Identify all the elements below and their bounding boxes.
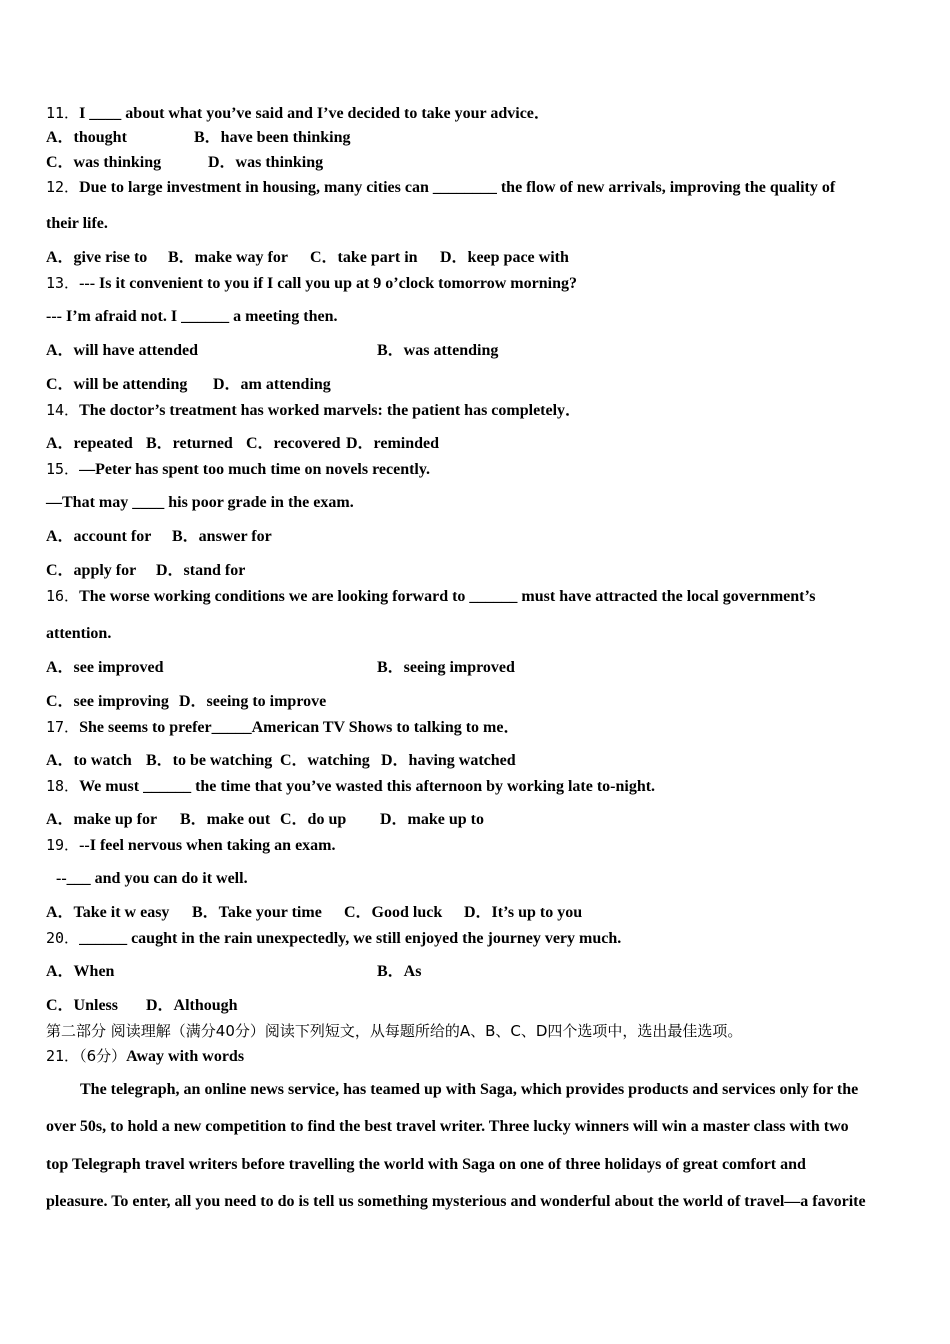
question-number: 17． [46, 718, 80, 736]
question-15-options-row1 [46, 527, 272, 547]
question-number: 20． [46, 929, 80, 947]
option-a: A．will have attended [46, 342, 199, 359]
option-d: D．make up to [380, 811, 485, 828]
question-15-stem [46, 459, 430, 480]
question-text: ______ caught in the rain unexpectedly, we still enjoyed the journey very much. [79, 930, 622, 947]
option-b: B．answer for [172, 528, 272, 545]
option-b: B．to be watching [146, 752, 273, 769]
question-13-options-row2 [46, 375, 331, 395]
passage-line: pleasure. To enter, all you need to do is tell us something mysterious and wonderful about the world of travel—a favorite [46, 1193, 866, 1210]
option-c: C．will be attending [46, 376, 188, 393]
question-11-options-row1 [46, 128, 351, 148]
question-text: The worse working conditions we are looking forward to ______ must have attracted the local government’s [79, 588, 816, 605]
question-11-stem [46, 103, 550, 124]
question-number: 15． [46, 460, 80, 478]
option-b: B．returned [146, 435, 233, 452]
question-17-stem [46, 717, 519, 738]
option-a: A．make up for [46, 811, 158, 828]
question-number: 12． [46, 178, 80, 196]
option-d: D．was thinking [208, 154, 324, 171]
question-16-stem [46, 586, 815, 607]
question-text: Due to large investment in housing, many cities can ________ the flow of new arrivals, improving the quality of [79, 179, 836, 196]
question-number: 18． [46, 777, 80, 795]
option-d: D．Although [146, 997, 238, 1014]
question-13-stem [46, 273, 577, 294]
option-d: D．am attending [213, 376, 331, 393]
question-20-options-row2 [46, 996, 238, 1016]
option-b: B．was attending [377, 342, 499, 359]
question-text: --I feel nervous when taking an exam. [79, 837, 336, 854]
question-13-options-row1 [46, 341, 498, 361]
option-c: C．do up [280, 811, 347, 828]
question-19-options [46, 903, 582, 923]
question-16-options-row2 [46, 692, 326, 712]
option-a: A．see improved [46, 659, 164, 676]
question-12-stem [46, 177, 835, 198]
option-a: A．account for [46, 528, 152, 545]
option-c: C．recovered [246, 435, 341, 452]
option-c: C．see improving [46, 693, 169, 710]
question-13-stem-cont: --- I’m afraid not. I ______ a meeting then. [46, 308, 338, 325]
question-14-stem [46, 400, 581, 421]
option-b: B．seeing improved [377, 659, 515, 676]
option-c: C．watching [280, 752, 370, 769]
question-text: --- Is it convenient to you if I call you up at 9 o’clock tomorrow morning? [79, 275, 577, 292]
passage-line: over 50s, to hold a new competition to find the best travel writer. Three lucky winners will win a master class with two [46, 1118, 849, 1135]
question-20-stem [46, 928, 621, 949]
option-b: B．have been thinking [194, 129, 351, 146]
question-11-options-row2 [46, 153, 323, 173]
option-b: B．Take your time [192, 904, 322, 921]
section-2-heading: 第二部分 阅读理解（满分40分）阅读下列短文，从每题所给的A、B、C、D四个选项中，选出最佳选项。 [46, 1022, 743, 1040]
option-b: B．As [377, 963, 422, 980]
option-a: A．thought [46, 129, 127, 146]
option-a: A．give rise to [46, 249, 148, 266]
question-16-options-row1 [46, 658, 515, 678]
option-a: A．repeated [46, 435, 133, 452]
question-18-stem [46, 776, 655, 797]
question-number: 11． [46, 104, 80, 122]
question-17-options [46, 751, 516, 771]
question-number: 16． [46, 587, 80, 605]
option-d: D．keep pace with [440, 249, 569, 266]
question-15-options-row2 [46, 561, 245, 581]
question-15-stem-cont: —That may ____ his poor grade in the exam. [46, 494, 354, 511]
option-d: D．having watched [381, 752, 516, 769]
option-a: A．to watch [46, 752, 132, 769]
question-16-stem-cont: attention. [46, 625, 112, 642]
option-d: D．It’s up to you [464, 904, 583, 921]
option-b: B．make way for [168, 249, 288, 266]
question-21-heading [46, 1046, 244, 1067]
question-12-stem-cont: their life. [46, 215, 108, 232]
question-number: 19． [46, 836, 80, 854]
question-text: She seems to prefer_____American TV Shows to talking to me． [79, 719, 520, 736]
question-14-options [46, 434, 439, 454]
option-c: C．apply for [46, 562, 137, 579]
question-20-options-row1 [46, 962, 421, 982]
question-number: 14． [46, 401, 80, 419]
question-18-options [46, 810, 484, 830]
passage-line: top Telegraph travel writers before travelling the world with Saga on one of three holidays of great comfort and [46, 1156, 806, 1173]
option-c: C．take part in [310, 249, 418, 266]
passage-title: Away with words [126, 1048, 245, 1065]
question-text: —Peter has spent too much time on novels recently. [79, 461, 430, 478]
option-c: C．Good luck [344, 904, 443, 921]
question-text: I ____ about what you’ve said and I’ve decided to take your advice． [79, 105, 550, 122]
option-a: A．Take it w easy [46, 904, 170, 921]
question-text: The doctor’s treatment has worked marvels: the patient has completely． [79, 402, 582, 419]
question-12-options [46, 248, 569, 268]
option-d: D．reminded [346, 435, 440, 452]
option-c: C．Unless [46, 997, 119, 1014]
question-19-stem-cont: --___ and you can do it well. [56, 870, 248, 887]
question-number: 21． [46, 1047, 80, 1065]
option-c: C．was thinking [46, 154, 162, 171]
question-text: We must ______ the time that you’ve wasted this afternoon by working late to-night. [79, 778, 656, 795]
question-points: （6分） [79, 1047, 127, 1065]
option-a: A．When [46, 963, 115, 980]
question-19-stem [46, 835, 336, 856]
passage-line: The telegraph, an online news service, has teamed up with Saga, which provides products and services only for the [80, 1081, 859, 1098]
question-number: 13． [46, 274, 80, 292]
option-d: D．seeing to improve [179, 693, 327, 710]
option-b: B．make out [180, 811, 271, 828]
option-d: D．stand for [156, 562, 246, 579]
